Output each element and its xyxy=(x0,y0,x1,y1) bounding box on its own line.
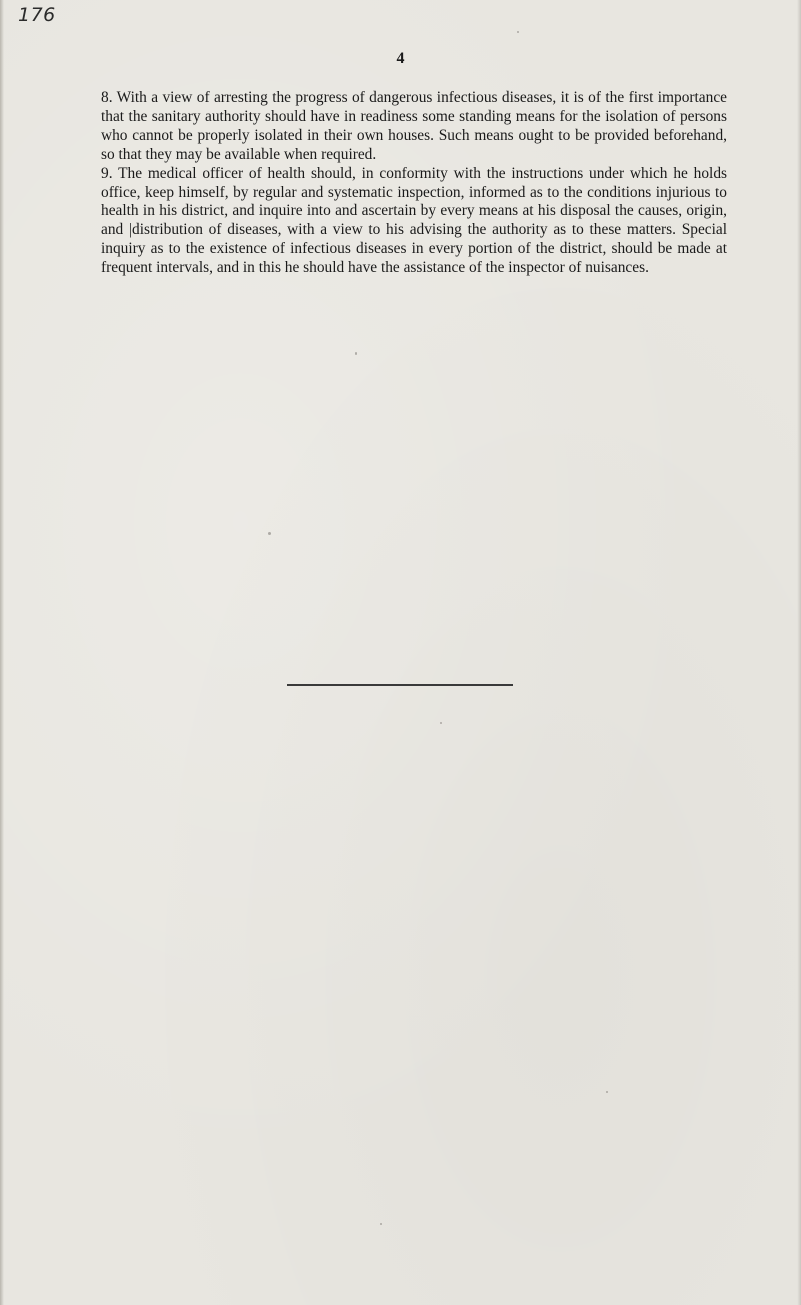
handwritten-folio-number: 176 xyxy=(18,4,56,26)
paragraph-number: 8. xyxy=(101,89,113,106)
paragraph-text: With a view of arresting the progress of dangerous infectious diseases, it is of the first importance that the sanitary authority should have in readiness some standing means for the isolation of persons who cannot be properly isolated in their own houses. Such means ought to be provided beforehand, so that they may be available when required. xyxy=(101,89,727,163)
page-number: 4 xyxy=(396,50,405,67)
paper-speck xyxy=(355,352,357,355)
body-text xyxy=(101,89,727,278)
section-divider-rule xyxy=(287,684,513,686)
paper-speck xyxy=(268,532,271,535)
paragraph-9 xyxy=(101,165,727,278)
paper-speck xyxy=(606,1091,608,1093)
paragraph-text: The medical officer of health should, in conformity with the instructions under which he holds office, keep himself, by regular and systematic inspection, informed as to the conditions injurious to health in his district, and inquire into and ascertain by every means at his disposal the causes, origin, and |distribution of diseases, with a view to his advising the authority as to these matters. Special inquiry as to the existence of infectious diseases in every portion of the district, should be made at frequent intervals, and in this he should have the assistance of the inspector of nuisances. xyxy=(101,164,728,277)
paper-speck xyxy=(380,1223,382,1225)
paper-speck xyxy=(440,722,442,724)
paragraph-number: 9. xyxy=(101,164,113,182)
page-left-edge xyxy=(0,0,4,1305)
paragraph-8 xyxy=(101,89,727,165)
paper-speck xyxy=(517,31,519,33)
page-right-edge xyxy=(797,0,801,1305)
